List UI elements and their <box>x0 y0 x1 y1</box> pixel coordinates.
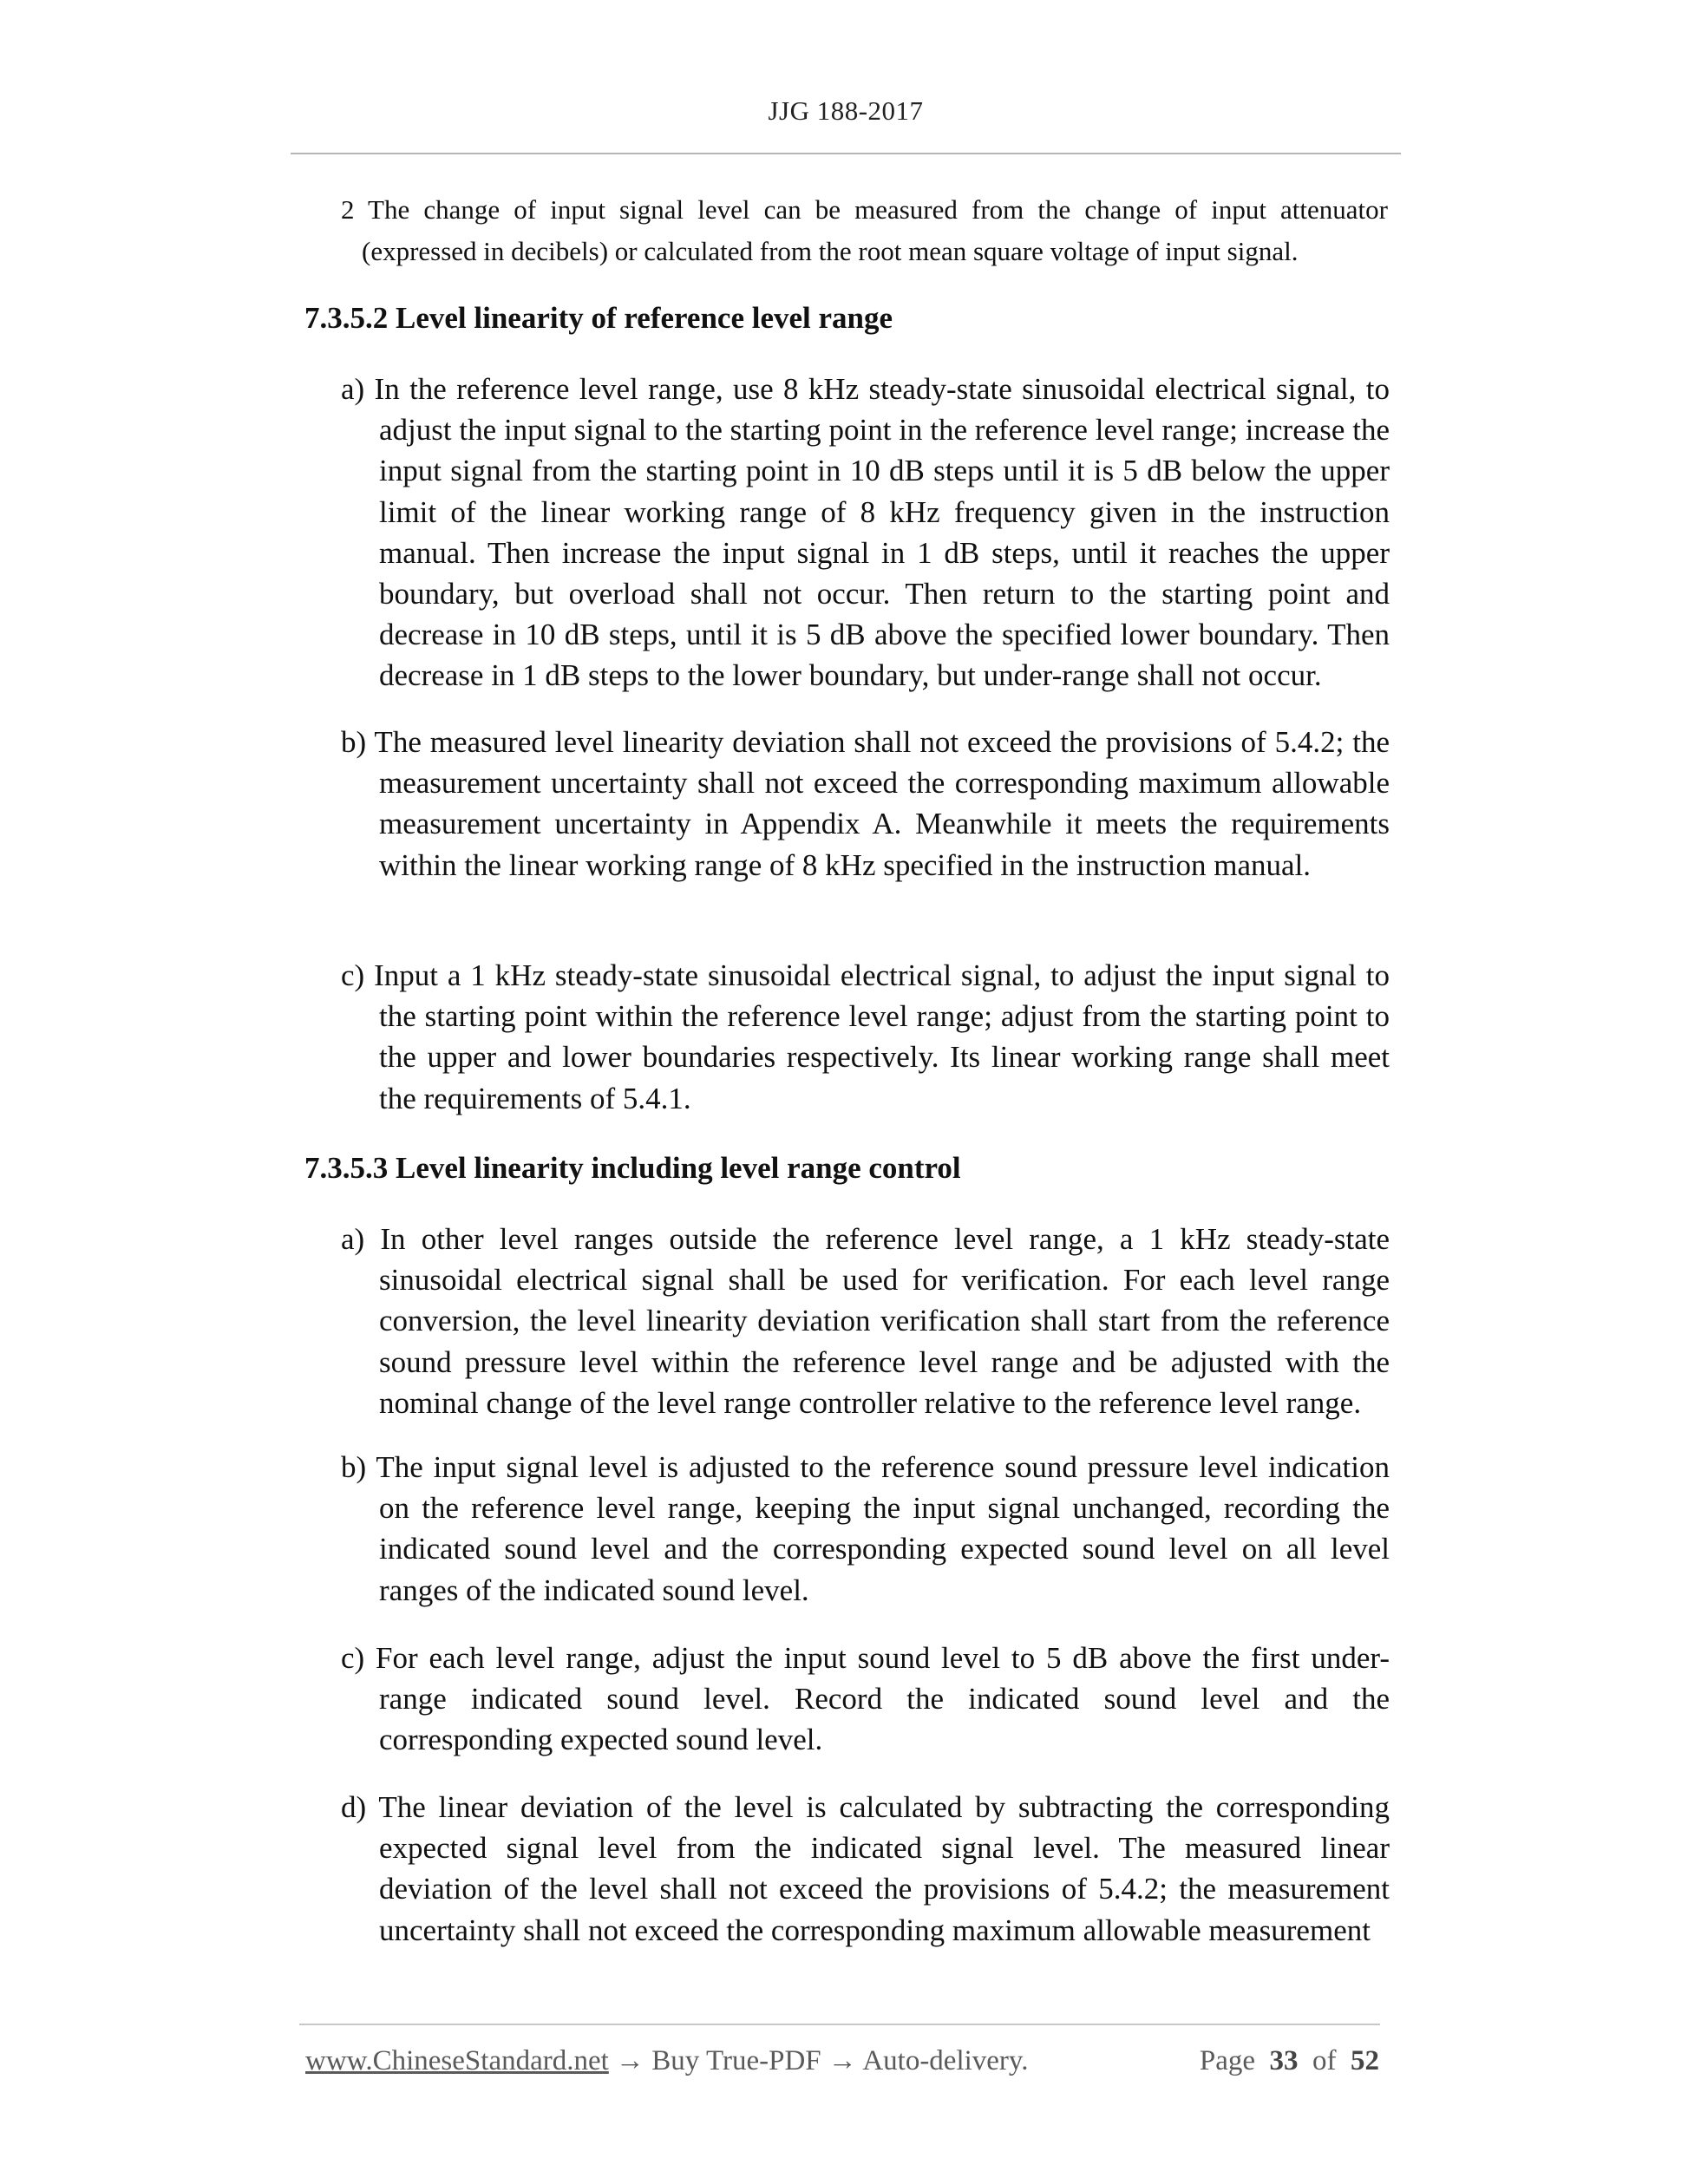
list-item-7352-b: b) The measured level linearity deviation shall not exceed the provisions of 5.4.2; the measurement uncertainty shall not exceed the corresponding maximum allowable measurement uncertainty in Appendix A. Meanwhile it meets the requirements within the linear working range of 8 kHz specified in the instruction manual. <box>341 725 1390 882</box>
note-paragraph: 2 The change of input signal level can be measured from the change of input attenuator (expressed in decibels) or calculated from the root mean square voltage of input signal. <box>341 194 1388 266</box>
arrow-right-icon: → <box>828 2045 857 2076</box>
section-heading-7-3-5-3: 7.3.5.3 Level linearity including level range control <box>304 1151 961 1185</box>
page-number: 33 <box>1269 2045 1299 2076</box>
list-item-7352-a: a) In the reference level range, use 8 kHz steady-state sinusoidal electrical signal, to adjust the input signal to the starting point in the reference level range; increase the input signal from the starting point in 10 dB steps until it is 5 dB below the upper limit of the linear working range of 8 kHz frequency given in the instruction manual. Then increase the input signal in 1 dB steps, until it reaches the upper boundary, but overload shall not occur. Then return to the starting point and decrease in 10 dB steps, until it is 5 dB above the specified lower boundary. Then decrease in 1 dB steps to the lower boundary, but under-range shall not occur. <box>341 372 1390 693</box>
total-pages: 52 <box>1351 2045 1379 2076</box>
list-item-7353-a: a) In other level ranges outside the reference level range, a 1 kHz steady-state sinusoidal electrical signal shall be used for verification. For each level range conversion, the level linearity deviation verification shall start from the reference sound pressure level within the reference level range and be adjusted with the nominal change of the level range controller relative to the reference level range. <box>341 1222 1390 1420</box>
auto-delivery-text: Auto-delivery. <box>862 2045 1029 2076</box>
buy-pdf-text: Buy True-PDF <box>651 2045 821 2076</box>
website-link[interactable]: www.ChineseStandard.net <box>305 2045 609 2076</box>
page-label: Page <box>1199 2045 1255 2076</box>
header-divider <box>291 153 1401 154</box>
page-footer <box>305 2045 1379 2077</box>
list-item-7353-b: b) The input signal level is adjusted to the reference sound pressure level indication on the reference level range, keeping the input signal unchanged, recording the indicated sound level and the corresponding expected sound level on all level ranges of the indicated sound level. <box>341 1450 1390 1607</box>
list-item-7353-d: d) The linear deviation of the level is calculated by subtracting the corresponding expected signal level from the indicated signal level. The measured linear deviation of the level shall not exceed the provisions of 5.4.2; the measurement uncertainty shall not exceed the corresponding maximum allowable measurement <box>341 1790 1390 1947</box>
page-header-title: JJG 188-2017 <box>768 95 924 126</box>
footer-divider <box>299 2024 1380 2025</box>
list-item-7352-c: c) Input a 1 kHz steady-state sinusoidal electrical signal, to adjust the input signal to the starting point within the reference level range; adjust from the starting point to the upper and lower boundaries respectively. Its linear working range shall meet the requirements of 5.4.1. <box>341 958 1390 1115</box>
section-heading-7-3-5-2: 7.3.5.2 Level linearity of reference level range <box>304 301 893 335</box>
of-label: of <box>1312 2045 1337 2076</box>
page-counter <box>1200 2045 1379 2077</box>
arrow-right-icon: → <box>616 2045 645 2076</box>
list-item-7353-c: c) For each level range, adjust the input sound level to 5 dB above the first under-range indicated sound level. Record the indicated sound level and the corresponding expected sound level. <box>341 1641 1390 1757</box>
